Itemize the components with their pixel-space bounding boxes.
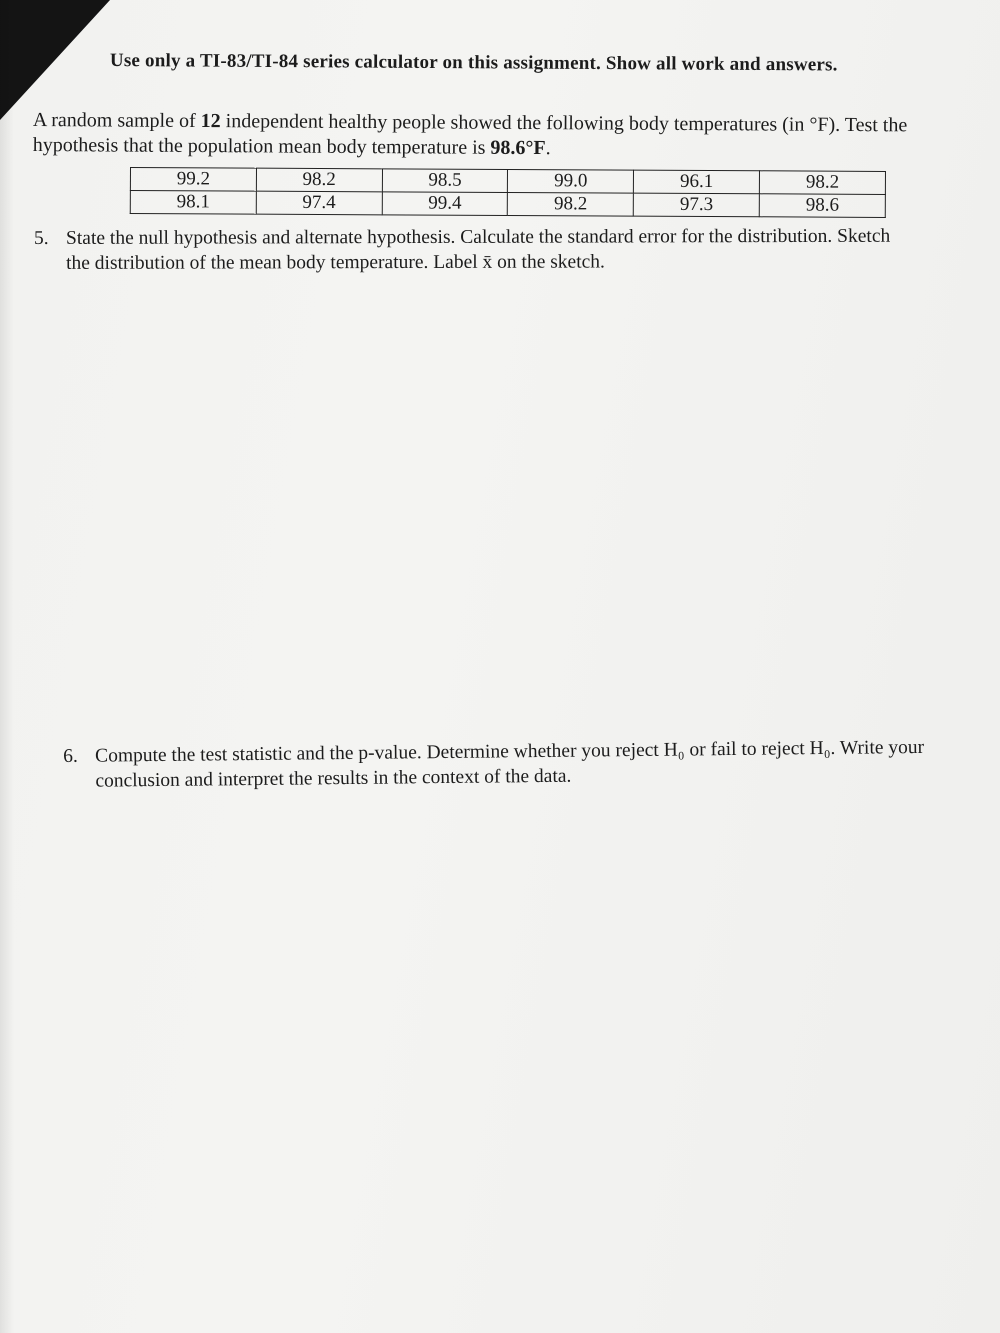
table-cell: 98.2	[508, 192, 634, 216]
table-cell: 98.5	[382, 169, 508, 193]
question-6-line-1: Compute the test statistic and the p-value. Determine whether you reject H₀ or fail to reject H₀. Write your	[95, 736, 925, 767]
hypothesized-mean: 98.6°F	[490, 136, 546, 160]
intro-text-3: .	[545, 137, 551, 160]
table-cell: 97.3	[634, 193, 760, 217]
question-5-line-1: State the null hypothesis and alternate hypothesis. Calculate the standard error for the distribution. Sketch	[66, 225, 891, 249]
calculator-instruction: Use only a TI-83/TI-84 series calculator on this assignment. Show all work and answers.	[109, 50, 838, 76]
photo-dark-corner	[0, 0, 110, 120]
table-cell: 98.1	[130, 191, 256, 215]
table-cell: 98.2	[760, 171, 886, 195]
table-row	[130, 191, 885, 218]
table-cell: 99.0	[508, 169, 634, 193]
sample-size: 12	[200, 110, 221, 133]
table-cell: 97.4	[256, 191, 382, 215]
table-cell: 99.4	[382, 192, 508, 216]
question-5	[34, 224, 974, 276]
table-cell: 98.2	[256, 168, 382, 192]
page-edge-shadow	[0, 0, 14, 1333]
table-cell: 98.6	[759, 194, 885, 218]
table-cell: 96.1	[634, 170, 760, 194]
intro-text-2: independent healthy people showed the following body temperatures (in °F). Test the hypothesis that the population mean body temperature is	[32, 110, 908, 159]
intro-text-1: A random sample of	[32, 108, 201, 133]
temperature-table	[130, 167, 886, 218]
question-5-number: 5.	[34, 227, 49, 249]
problem-intro	[33, 108, 968, 164]
question-6-line-2: conclusion and interpret the results in the context of the data.	[95, 765, 572, 792]
question-5-line-2: the distribution of the mean body temperature. Label x̄ on the sketch.	[66, 251, 605, 274]
table-cell: 99.2	[130, 168, 256, 192]
question-6-number: 6.	[63, 745, 78, 767]
question-6	[63, 734, 978, 794]
